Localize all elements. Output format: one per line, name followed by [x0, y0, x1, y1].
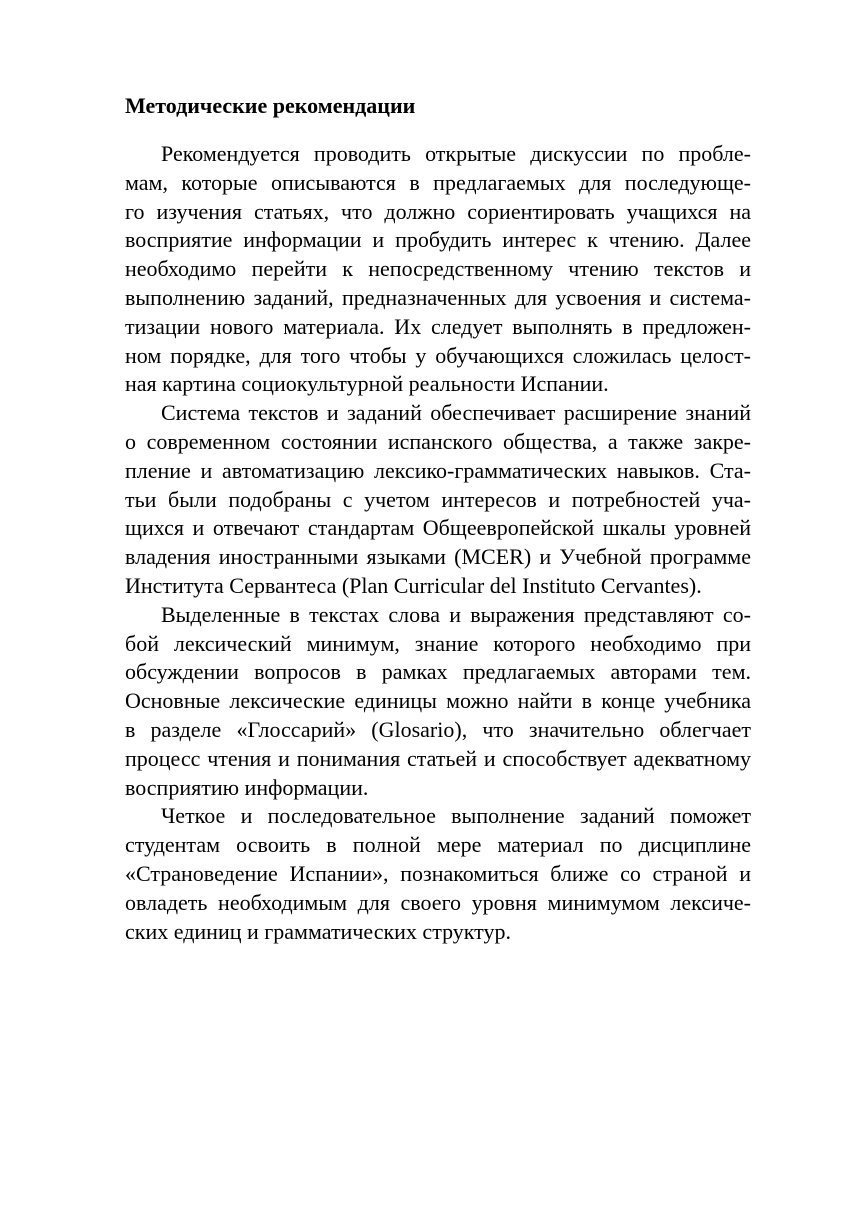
text-line: тьи были подобраны с учетом интересов и потребностей уча- — [125, 486, 751, 512]
paragraph-2 — [89, 399, 751, 601]
text-line: процесс чтения и понимания статьей и способствует адекватному — [125, 745, 751, 771]
text-line: восприятию информации. — [125, 774, 369, 800]
text-line: Института Сервантеса (Plan Curricular del Instituto Cervantes). — [125, 572, 702, 598]
text-line: владения иностранными языками (MCER) и Учебной программе — [125, 544, 751, 570]
text-line: Четкое и последовательное выполнение заданий поможет — [161, 803, 751, 829]
paragraph-3 — [89, 601, 751, 803]
text-line: Система текстов и заданий обеспечивает расширение знаний — [161, 400, 751, 426]
text-line: овладеть необходимым для своего уровня минимумом лексиче- — [125, 889, 751, 915]
text-line: Рекомендуется проводить открытые дискуссии по пробле- — [161, 141, 751, 166]
text-line: мам, которые описываются в предлагаемых для последующе- — [125, 169, 751, 195]
paragraph-1 — [89, 140, 751, 399]
text-line: необходимо перейти к непосредственному чтению текстов и — [125, 256, 751, 282]
text-line: го изучения статьях, что должно сориентировать учащихся на — [125, 198, 751, 224]
text-line: Основные лексические единицы можно найти в конце учебника — [125, 688, 751, 714]
text-line: Выделенные в текстах слова и выражения представляют со- — [161, 601, 751, 627]
text-line: обсуждении вопросов в рамках предлагаемых авторами тем. — [125, 659, 751, 685]
text-line: восприятие информации и пробудить интерес к чтению. Далее — [125, 227, 751, 253]
document-page — [89, 92, 751, 946]
text-line: ном порядке, для того чтобы у обучающихся сложилась целост- — [125, 342, 751, 368]
text-line: ная картина социокультурной реальности Испании. — [125, 371, 609, 397]
text-line: тизации нового материала. Их следует выполнять в предложен- — [125, 313, 751, 339]
text-line: ских единиц и грамматических структур. — [125, 918, 512, 944]
text-line: о современном состоянии испанского общества, а также закре- — [125, 428, 751, 454]
text-line: бой лексический минимум, знание которого необходимо при — [125, 630, 751, 656]
text-line: в разделе «Глоссарий» (Glosario), что значительно облегчает — [125, 716, 751, 742]
text-line: пление и автоматизацию лексико-грамматических навыков. Ста- — [125, 457, 751, 483]
section-heading: Методические рекомендации — [125, 93, 416, 118]
paragraph-4 — [89, 802, 751, 946]
text-line: выполнению заданий, предназначенных для усвоения и система- — [125, 284, 751, 310]
text-line: «Страноведение Испании», познакомиться ближе со страной и — [125, 860, 751, 886]
text-line: щихся и отвечают стандартам Общеевропейской шкалы уровней — [125, 515, 751, 541]
text-line: студентам освоить в полной мере материал по дисциплине — [125, 832, 751, 858]
